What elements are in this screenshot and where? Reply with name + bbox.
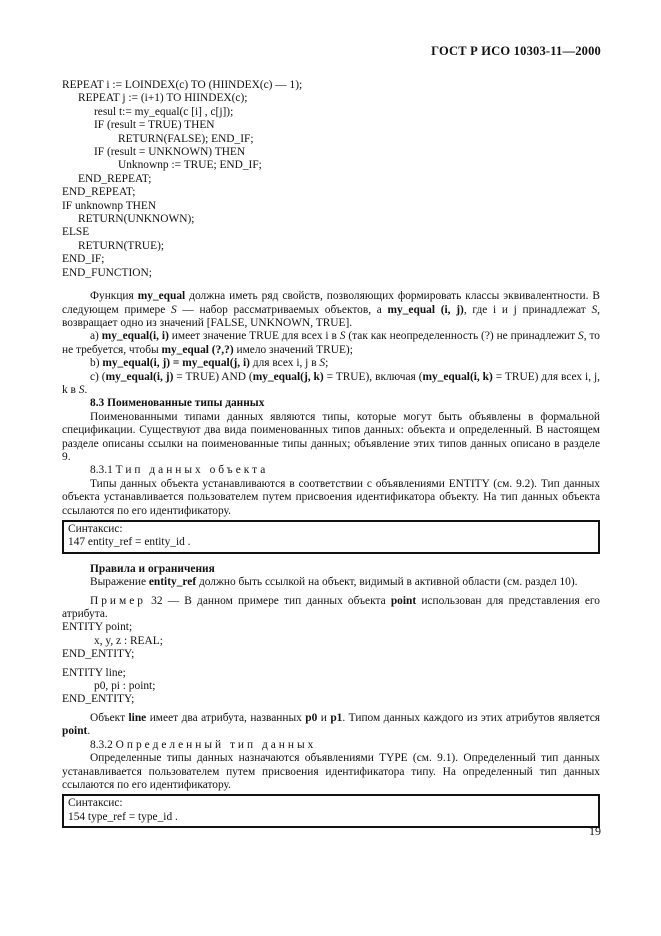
list-item-c: c) (my_equal(i, j) = TRUE) AND (my_equal(j, k) = TRUE), включая (my_equal(i, k) = TRUE) для всех i, j, k в S.	[62, 370, 601, 396]
code-block-entity-point	[62, 621, 600, 661]
code-line: p0, pi : point;	[94, 680, 156, 693]
section-heading-8-3-1: 8.3.1 Тип данных объекта	[90, 464, 269, 477]
code-line: RETURN(UNKNOWN);	[78, 213, 195, 226]
code-line: IF unknownp THEN	[62, 199, 157, 212]
code-line: ENTITY line;	[62, 666, 126, 679]
code-line: RETURN(FALSE); END_IF;	[118, 132, 254, 145]
code-line: END_REPEAT;	[78, 172, 152, 185]
section-heading-8-3-2: 8.3.2 Определенный тип данных	[90, 738, 317, 751]
code-line: x, y, z : REAL;	[94, 634, 163, 647]
section-heading-8-3: 8.3 Поименованные типы данных	[90, 397, 265, 410]
code-line: END_FUNCTION;	[62, 266, 152, 279]
rules-text: Выражение entity_ref должно быть ссылкой на объект, видимый в активной области (см. раздел 10).	[90, 576, 578, 589]
code-block-entity-line	[62, 667, 600, 707]
paragraph-my-equal: Функция my_equal должна иметь ряд свойств, позволяющих формировать классы эквивалентности. В следующем примере S — набор рассматриваемых объектов, а my_equal (i, j), где i и j принадлежат S, возвращает одно из значений [FALSE, UNKNOWN, TRUE].	[62, 290, 600, 329]
syntax-rule: 147 entity_ref = entity_id .	[68, 536, 191, 549]
syntax-rule: 154 type_ref = type_id .	[68, 810, 178, 823]
code-line: IF (result = TRUE) THEN	[94, 119, 215, 132]
code-line: END_ENTITY;	[62, 648, 135, 661]
list-item-b: b) my_equal(i, j) = my_equal(j, i) для всех i, j в S;	[90, 357, 329, 370]
code-line: END_REPEAT;	[62, 186, 136, 199]
code-line: END_IF;	[62, 253, 105, 266]
code-line: REPEAT j := (i+1) TO HIINDEX(c);	[78, 92, 248, 105]
code-line: ENTITY point;	[62, 621, 133, 634]
code-line: Unknownp := TRUE; END_IF;	[118, 159, 262, 172]
code-block-function	[62, 79, 600, 280]
syntax-box-type-ref	[62, 794, 600, 828]
code-line: REPEAT i := LOINDEX(c) TO (HIINDEX(c) — 1);	[62, 79, 303, 91]
syntax-label: Синтаксис:	[68, 523, 123, 535]
example-32: Пример 32 — В данном примере тип данных объекта point использован для представления его атрибута.	[62, 594, 601, 621]
code-line: IF (result = UNKNOWN) THEN	[94, 146, 246, 159]
syntax-box-entity-ref	[62, 520, 600, 554]
code-line: RETURN(TRUE);	[78, 239, 165, 252]
paragraph-line-entity: Объект line имеет два атрибута, названных p0 и p1. Типом данных каждого из этих атрибутов является point.	[62, 711, 600, 738]
code-line: ELSE	[62, 226, 90, 239]
page-content	[62, 79, 600, 832]
page-number: 19	[589, 824, 601, 838]
list-item-a: a) my_equal(i, i) имеет значение TRUE для всех i в S (так как неопределенность (?) не принадлежит S, то не требуется, чтобы my_equal (?,?) имело значений TRUE);	[62, 330, 600, 356]
section-8-3-1-text: Типы данных объекта устанавливаются в соответствии с объявлениями ENTITY (см. 9.2). Тип данных объекта устанавливается пользователем путем присвоения идентификатора объекту. На тип данных объекта ссылаются по его идентификатору.	[62, 477, 600, 517]
code-line: END_ENTITY;	[62, 693, 135, 706]
page-header: ГОСТ Р ИСО 10303-11—2000	[431, 44, 601, 58]
code-line: resul t:= my_equal(c [i] , c[j]);	[94, 105, 234, 118]
section-8-3-text: Поименованными типами данных являются типы, которые могут быть объявлены в формальной спецификации. Существуют два вида поименованных типов данных: объекта и определенный. В настоящем разделе описаны ссылки на поименованные типы данных; объявление этих типов данных описано в разделе 9.	[62, 410, 600, 463]
rules-heading: Правила и ограничения	[90, 562, 215, 575]
syntax-label: Синтаксис:	[68, 797, 123, 810]
section-8-3-2-text: Определенные типы данных назначаются объявлениями TYPE (см. 9.1). Определенный тип данных устанавливается пользователем путем присвоения идентификатора типу. На определенный тип данных ссылаются по его идентификатору.	[62, 752, 600, 791]
